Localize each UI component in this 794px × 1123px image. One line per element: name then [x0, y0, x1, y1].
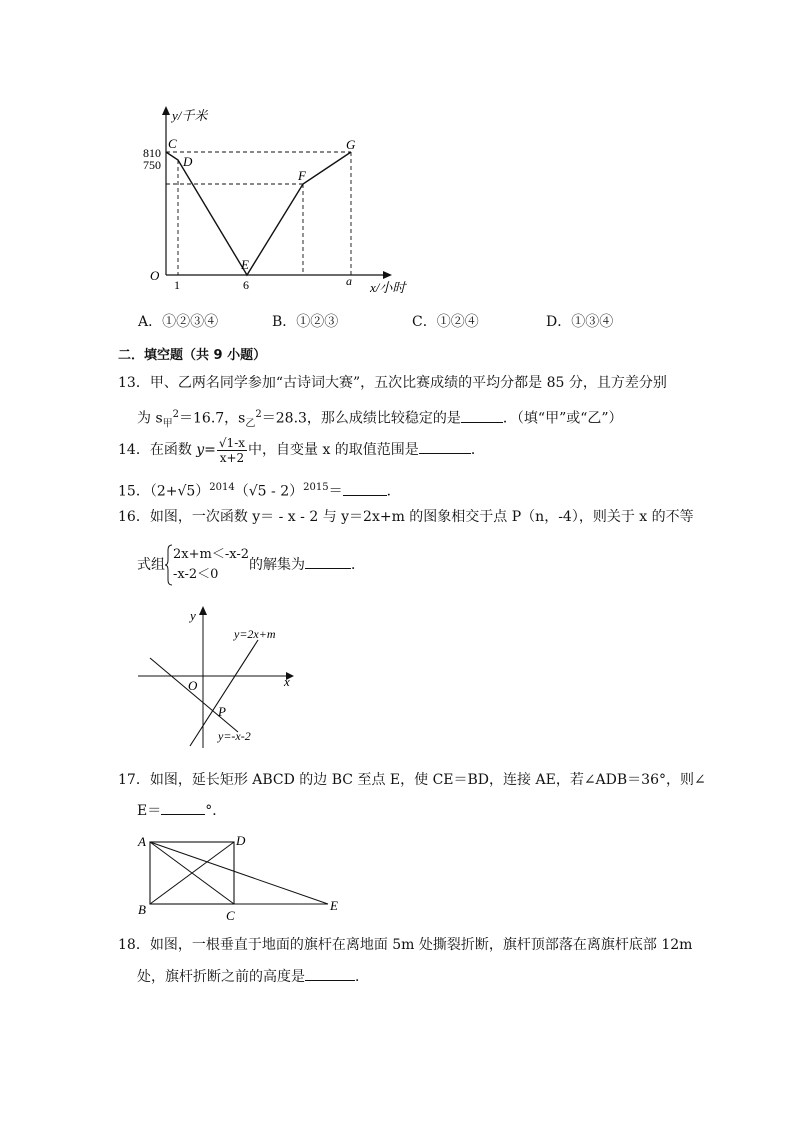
point-d: D: [183, 154, 193, 169]
point-f: F: [298, 168, 306, 183]
y-axis-arrow: [162, 106, 170, 115]
lines-intersection-graph: [130, 600, 310, 752]
x-tick-6: 6: [243, 278, 249, 292]
q13-answer-blank[interactable]: [461, 408, 503, 423]
label-b: B: [138, 902, 146, 917]
q18-answer-blank[interactable]: [305, 966, 355, 981]
rectangle-figure: [130, 828, 350, 923]
x-axis-arrow: [383, 271, 392, 279]
q16-answer-blank[interactable]: [305, 554, 351, 569]
q14-fraction: $\frac{√1-x}{x+2}$: [218, 435, 246, 465]
q16-line2: 式组 2x+m＜-x-2 -x-2＜0 的解集为 ．: [137, 542, 365, 588]
option-c[interactable]: C．①②④: [412, 314, 479, 330]
q17-answer-blank[interactable]: [161, 800, 205, 815]
inequality-system: 2x+m＜-x-2 -x-2＜0: [173, 547, 249, 582]
q16-line1: 16．如图，一次函数 y＝ - x - 2 与 y＝2x+m 的图象相交于点 P（n，-4），则关于 x 的不等: [118, 509, 694, 525]
origin-label: O: [150, 268, 160, 283]
q13-line1: 13．甲、乙两名同学参加“古诗词大赛”，五次比赛成绩的平均分都是 85 分，且方差分别: [118, 375, 667, 391]
y-axis-label: y/千米: [172, 108, 208, 123]
x-tick-1: 1: [174, 278, 180, 292]
q18-line2: 处，旗杆折断之前的高度是 ．: [137, 966, 369, 987]
line-y-neg-x-minus-2: [150, 658, 238, 732]
section-title: 二．填空题（共 9 小题）: [118, 348, 267, 363]
x-axis-label: x/小时: [370, 280, 406, 295]
x-label: x: [284, 674, 290, 689]
label-a: A: [138, 834, 146, 849]
x-tick-a: a: [346, 274, 352, 288]
point-g: G: [346, 137, 356, 152]
q14: 14．在函数 y= $\frac{√1-x}{x+2}$ 中，自变量 x 的取值范围是 ．: [118, 435, 485, 465]
point-e: E: [241, 257, 249, 272]
label-neg-x-minus-2: y=-x-2: [218, 729, 251, 743]
q17-line1: 17．如图，延长矩形 ABCD 的边 BC 至点 E，使 CE＝BD，连接 AE，若∠ADB＝36°，则∠: [118, 772, 706, 788]
y-tick-810: 810: [143, 146, 161, 160]
q15: 15．$(2+√5)^{2014}(√5 - 2)^{2015}=$ ．: [118, 482, 401, 500]
point-c: C: [168, 136, 177, 151]
q13-line2: 为 $s_甲^2=16.7$，$s_乙^2=28.3$，那么成绩比较稳定的是 ．（填“甲”或“乙”）: [137, 409, 623, 430]
journey-line: [166, 152, 351, 275]
option-b[interactable]: B．①②③: [272, 314, 339, 330]
q17-line2: E＝ °．: [137, 800, 226, 821]
label-c: C: [226, 908, 235, 923]
label-2x-plus-m: y=2x+m: [234, 627, 276, 641]
q14-answer-blank[interactable]: [419, 439, 471, 454]
point-p: P: [218, 704, 226, 719]
label-e: E: [330, 898, 338, 913]
distance-time-graph: [140, 100, 430, 300]
origin-o: O: [188, 678, 198, 693]
option-d[interactable]: D．①③④: [546, 314, 614, 330]
q15-answer-blank[interactable]: [343, 481, 387, 496]
label-d: D: [236, 833, 246, 848]
y-tick-750: 750: [143, 158, 161, 172]
option-a[interactable]: A．①②③④: [138, 314, 219, 330]
y-label: y: [190, 608, 196, 623]
q18-line1: 18．如图，一根垂直于地面的旗杆在离地面 5m 处撕裂折断，旗杆顶部落在离旗杆底部 12m: [118, 937, 693, 953]
system-brace: [165, 544, 173, 586]
